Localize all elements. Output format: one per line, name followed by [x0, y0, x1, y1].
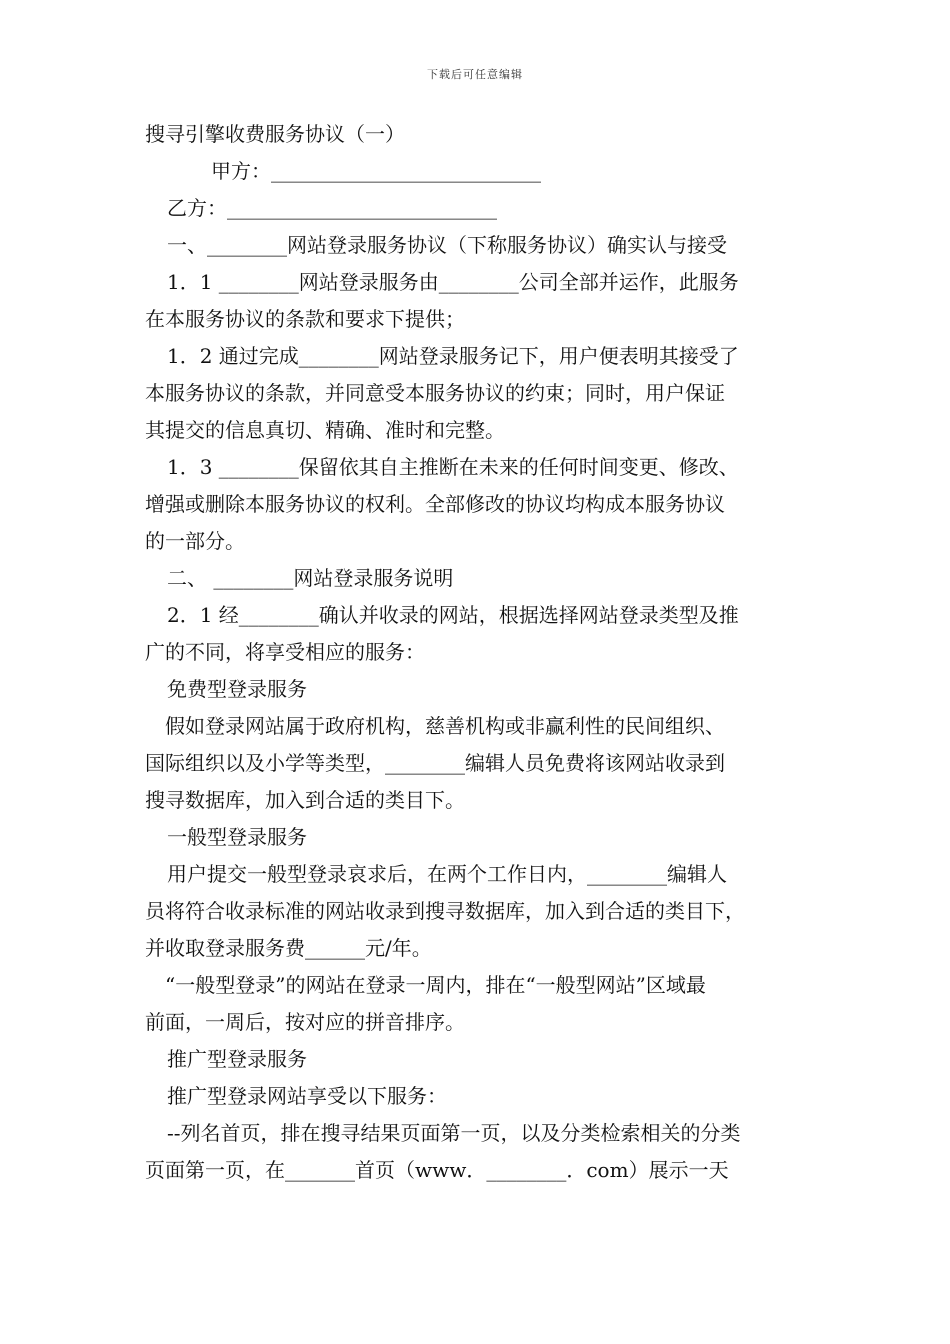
- paragraph-line: 1．2 通过完成________网站登录服务记下，用户便表明其接受了: [167, 344, 739, 368]
- subheading: 推广型登录服务: [167, 1047, 307, 1071]
- party-a-line: 甲方：___________________________: [211, 159, 541, 183]
- paragraph-line: 的一部分。: [145, 529, 245, 553]
- paragraph-line: 页面第一页，在_______首页（www．________．com）展示一天: [145, 1158, 729, 1182]
- party-b-line: 乙方：___________________________: [167, 196, 497, 220]
- paragraph-line: 前面，一周后，按对应的拼音排序。: [145, 1010, 465, 1034]
- paragraph-line: 假如登录网站属于政府机构，慈善机构或非赢利性的民间组织、: [165, 714, 725, 738]
- subheading: 一般型登录服务: [167, 825, 307, 849]
- paragraph-line: 并收取登录服务费______元/年。: [145, 936, 432, 960]
- paragraph-line: 国际组织以及小学等类型，________编辑人员免费将该网站收录到: [145, 751, 725, 775]
- subheading: 免费型登录服务: [167, 677, 307, 701]
- section-heading: 一、________网站登录服务协议（下称服务协议）确实认与接受: [167, 233, 727, 257]
- document-body: [145, 116, 815, 1189]
- paragraph-line: 广的不同，将享受相应的服务：: [145, 640, 425, 664]
- header-note: 下载后可任意编辑: [427, 68, 523, 81]
- paragraph-line: “一般型登录”的网站在登录一周内，排在“一般型网站”区域最: [165, 973, 706, 997]
- paragraph-line: --列名首页，排在搜寻结果页面第一页，以及分类检索相关的分类: [167, 1121, 741, 1145]
- paragraph-line: 用户提交一般型登录哀求后，在两个工作日内，________编辑人: [167, 862, 727, 886]
- paragraph-line: 搜寻数据库，加入到合适的类目下。: [145, 788, 465, 812]
- paragraph-line: 其提交的信息真切、精确、准时和完整。: [145, 418, 505, 442]
- paragraph-line: 2．1 经________确认并收录的网站，根据选择网站登录类型及推: [167, 603, 739, 627]
- paragraph-line: 推广型登录网站享受以下服务：: [167, 1084, 447, 1108]
- paragraph-line: 1．1 ________网站登录服务由________公司全部并运作，此服务: [167, 270, 739, 294]
- paragraph-line: 在本服务协议的条款和要求下提供；: [145, 307, 465, 331]
- paragraph-line: 员将符合收录标准的网站收录到搜寻数据库，加入到合适的类目下，: [145, 899, 745, 923]
- paragraph-line: 1．3 ________保留依其自主推断在未来的任何时间变更、修改、: [167, 455, 739, 479]
- paragraph-line: 增强或删除本服务协议的权利。全部修改的协议均构成本服务协议: [145, 492, 725, 516]
- paragraph-line: 本服务协议的条款，并同意受本服务协议的约束；同时，用户保证: [145, 381, 725, 405]
- section-heading: 二、 ________网站登录服务说明: [167, 566, 454, 590]
- document-title: 搜寻引擎收费服务协议（一）: [145, 122, 405, 146]
